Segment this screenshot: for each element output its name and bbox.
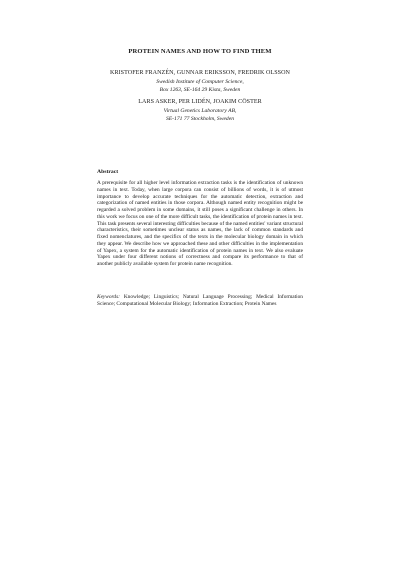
- keywords-text: Knowledge; Linguistics; Natural Language Processing; Medical Information Science; Computational Molecular Biology; Information Extraction; Protein Names: [97, 294, 303, 307]
- abstract-text: A prerequisite for all higher level information extraction tasks is the identification of unknown names in text. Today, when large corpora can consist of billions of words, it is of utmost importance to develop accurate techniques for the automatic detection, extraction and categorization of named entities in those corpora. Although named entity recognition might be regarded a solved problem in some domains, it still poses a significant challenge in others. In this work we focus on one of the more difficult tasks, the identification of protein names in text. This task presents several interesting difficulties because of the named entities' variant structural characteristics, their sometimes unclear status as names, the lack of common standards and fixed nomenclatures, and the specifics of the texts in the molecular biology domain in which they appear. We describe how we approached these and other difficulties in the implementation of Yapex, a system for the automatic identification of protein names in text. We also evaluate Yapex under four different notions of correctness and compare its performance to that of another publicly available system for protein name recognition.: [97, 180, 303, 267]
- keywords-label: Keywords:: [97, 294, 120, 300]
- author-affiliation: Virtual Genetics Laboratory AB,: [163, 108, 237, 114]
- author-affiliation: Swedish Institute of Computer Science,: [156, 79, 244, 85]
- author-list: LARS ASKER, PER LIDÉN, JOAKIM CÖSTER: [138, 99, 262, 105]
- paper-title: PROTEIN NAMES AND HOW TO FIND THEM: [128, 48, 272, 55]
- author-list: KRISTOFER FRANZÉN, GUNNAR ERIKSSON, FREDRIK OLSSON: [110, 70, 290, 76]
- abstract-heading: Abstract: [97, 169, 119, 175]
- keywords-section: [97, 294, 303, 308]
- author-address: SE-171 77 Stockholm, Sweden: [165, 116, 235, 122]
- author-address: Box 1263, SE-164 29 Kista, Sweden: [159, 87, 241, 93]
